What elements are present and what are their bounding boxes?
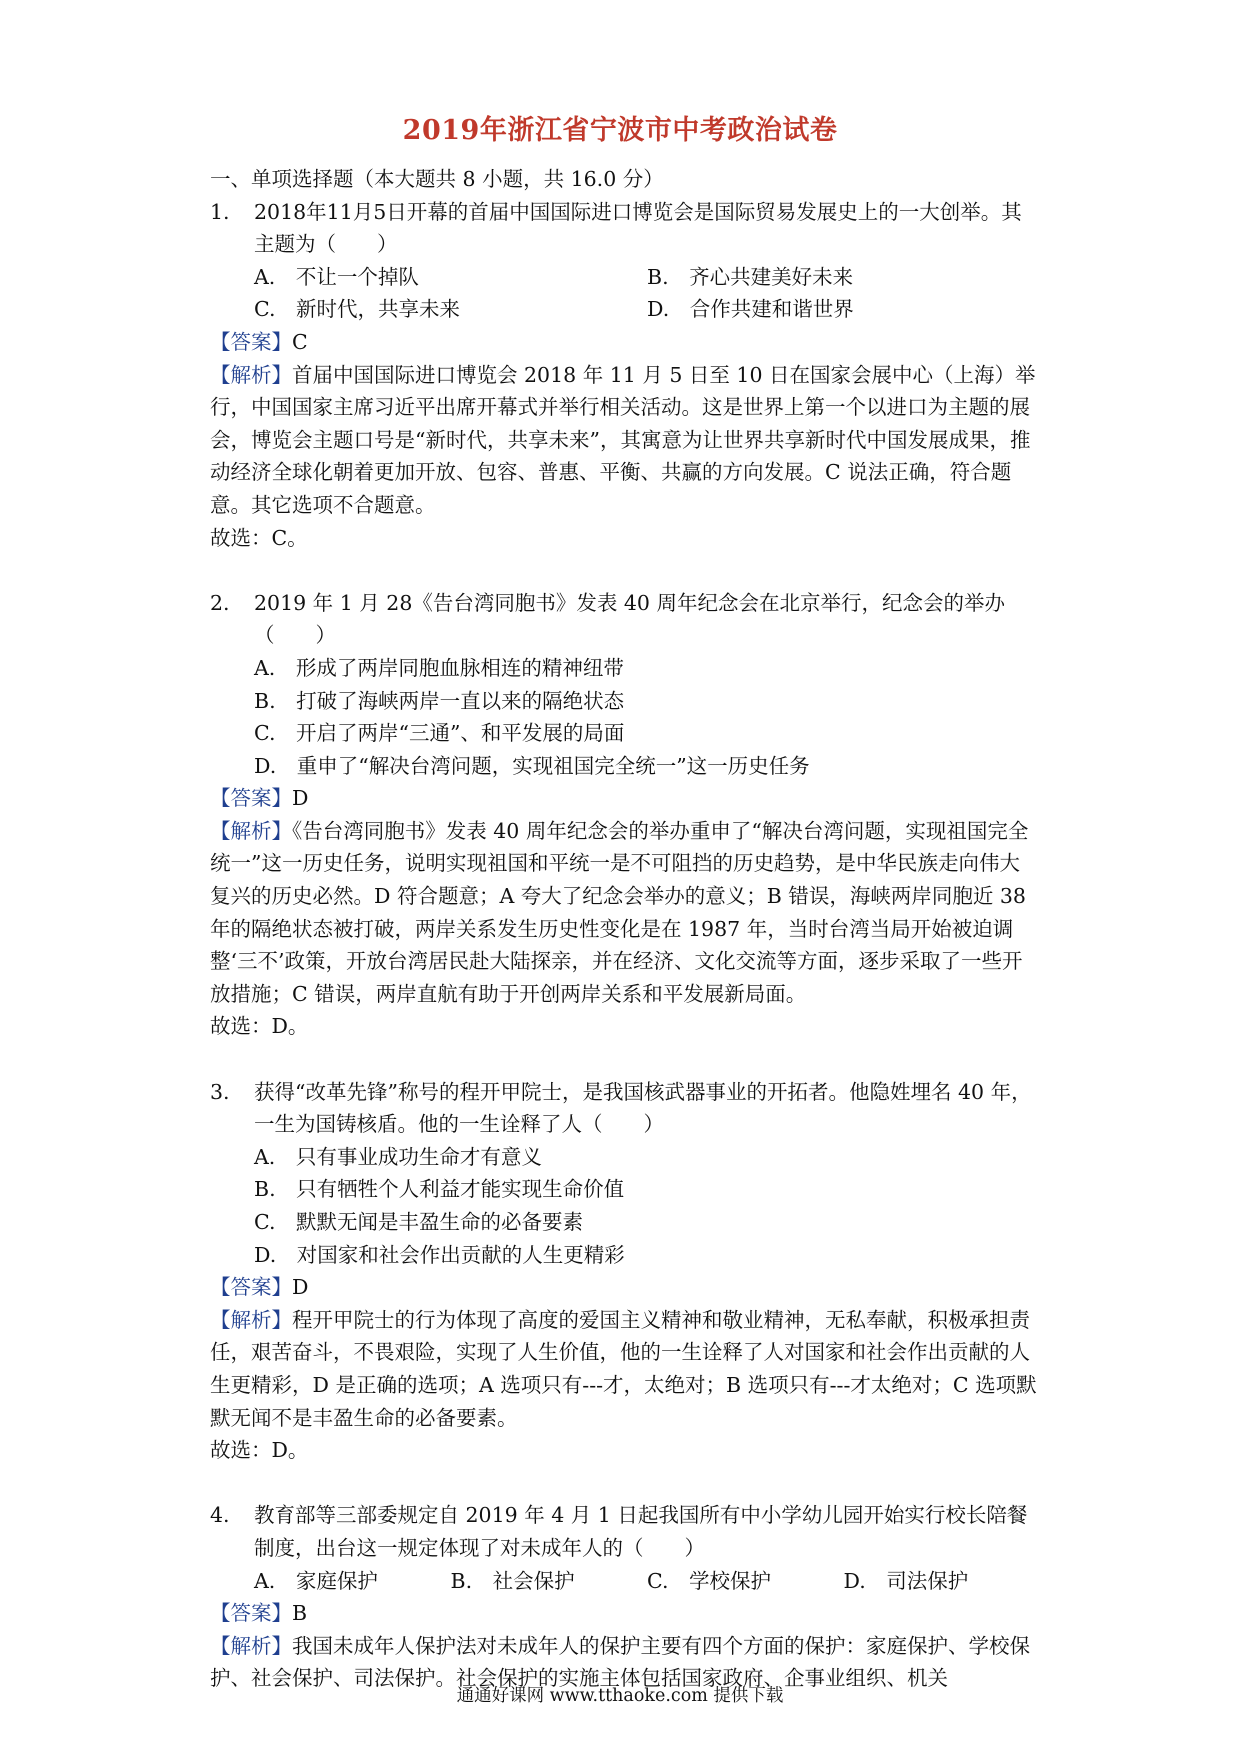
option-b: B. 打破了海峡两岸一直以来的隔绝状态 [254, 688, 625, 713]
answer-line [210, 1597, 1040, 1630]
option-c: C. 新时代，共享未来 [254, 297, 460, 322]
choice-line: 故选：C。 [210, 525, 308, 550]
question-4 [210, 1499, 1040, 1695]
option-c: C. 开启了两岸“三通”、和平发展的局面 [254, 721, 625, 746]
analysis-text: 《告台湾同胞书》发表 40 周年纪念会的举办重申了“解决台湾问题，实现祖国完全统一”这一历史任务，说明实现祖国和平统一是不可阻挡的历史趋势，是中华民族走向伟大复兴的历史必然。D 符合题意；A 夸大了纪念会举办的意义；B 错误，海峡两岸同胞近 38 年的隔绝状态被打破，两岸关系发生历史性变化是在 1987 年，当时台湾当局开始被迫调整‘三不’政策，开放台湾居民赴大陆探亲，并在经济、文化交流等方面，逐步采取了一些开放措施；C 错误，两岸直航有助于开创两岸关系和平发展新局面。 [210, 818, 1029, 1006]
option-a: A. 形成了两岸同胞血脉相连的精神纽带 [254, 655, 624, 680]
document-body [210, 163, 1040, 1695]
options [210, 652, 1040, 782]
option-d: D. 合作共建和谐世界 [647, 297, 854, 322]
question-number: 1. [210, 199, 230, 224]
analysis-tag: 【解析】 [210, 1307, 292, 1332]
answer-value: B [292, 1601, 308, 1626]
question-number: 3. [210, 1079, 230, 1104]
choice-line: 故选：D。 [210, 1014, 309, 1039]
answer-value: D [292, 786, 309, 811]
analysis-tag: 【解析】 [210, 1633, 292, 1658]
option-a: A. 只有事业成功生命才有意义 [254, 1144, 542, 1169]
option-a: A. 不让一个掉队 [254, 264, 419, 289]
question-2 [210, 587, 1040, 1043]
analysis [210, 1304, 1040, 1434]
options [210, 1141, 1040, 1271]
options [210, 261, 1040, 326]
question-stem: 2018年11月5日开幕的首届中国国际进口博览会是国际贸易发展史上的一大创举。其主题为（ ） [254, 199, 1022, 257]
choice-line: 故选：D。 [210, 1438, 309, 1463]
page-footer: 通通好课网 www.tthaoke.com 提供下载 [456, 1686, 784, 1706]
question-1 [210, 196, 1040, 555]
option-b: B. 只有牺牲个人利益才能实现生命价值 [254, 1177, 625, 1202]
question-stem: 获得“改革先锋”称号的程开甲院士，是我国核武器事业的开拓者。他隐姓埋名 40 年，一生为国铸核盾。他的一生诠释了人（ ） [254, 1079, 1032, 1137]
option-b: B. 齐心共建美好未来 [647, 264, 854, 289]
answer-line [210, 326, 1040, 359]
answer-tag: 【答案】 [210, 1601, 292, 1626]
option-d: D. 对国家和社会作出贡献的人生更精彩 [254, 1242, 625, 1267]
option-a: A. 家庭保护 [254, 1568, 378, 1593]
option-d: D. 司法保护 [843, 1568, 969, 1593]
analysis-text: 程开甲院士的行为体现了高度的爱国主义精神和敬业精神，无私奉献，积极承担责任，艰苦奋斗，不畏艰险，实现了人生价值，他的一生诠释了人对国家和社会作出贡献的人生更精彩，D 是正确的选项；A 选项只有---才，太绝对；B 选项只有---才太绝对；C 选项默默无闻不是丰盈生命的必备要素。 [210, 1307, 1037, 1430]
analysis-tag: 【解析】 [210, 362, 292, 387]
analysis-text: 我国未成年人保护法对未成年人的保护主要有四个方面的保护：家庭保护、学校保护、社会保护、司法保护。社会保护的实施主体包括国家政府、企事业组织、机关 [210, 1633, 1030, 1691]
question-number: 2. [210, 590, 230, 615]
analysis-text: 首届中国国际进口博览会 2018 年 11 月 5 日至 10 日在国家会展中心（上海）举行，中国国家主席习近平出席开幕式并举行相关活动。这是世界上第一个以进口为主题的展会，博览会主题口号是“新时代，共享未来”，其寓意为让世界共享新时代中国发展成果，推动经济全球化朝着更加开放、包容、普惠、平衡、共赢的方向发展。C 说法正确，符合题意。其它选项不合题意。 [210, 362, 1036, 517]
answer-value: D [292, 1275, 309, 1300]
analysis [210, 359, 1040, 522]
option-c: C. 学校保护 [647, 1568, 771, 1593]
answer-tag: 【答案】 [210, 786, 292, 811]
answer-tag: 【答案】 [210, 329, 292, 354]
answer-tag: 【答案】 [210, 1275, 292, 1300]
option-d: D. 重申了“解决台湾问题，实现祖国完全统一”这一历史任务 [254, 753, 810, 778]
answer-value: C [292, 329, 308, 354]
option-b: B. 社会保护 [450, 1568, 575, 1593]
section-heading: 一、单项选择题（本大题共 8 小题，共 16.0 分） [210, 167, 664, 191]
question-number: 4. [210, 1503, 230, 1528]
option-c: C. 默默无闻是丰盈生命的必备要素 [254, 1210, 583, 1234]
document-title: 2019年浙江省宁波市中考政治试卷 [402, 115, 838, 146]
question-3 [210, 1076, 1040, 1467]
answer-line [210, 782, 1040, 815]
analysis-tag: 【解析】 [210, 818, 292, 843]
analysis [210, 815, 1040, 1011]
question-stem: 教育部等三部委规定自 2019 年 4 月 1 日起我国所有中小学幼儿园开始实行校长陪餐制度，出台这一规定体现了对未成年人的（ ） [254, 1503, 1028, 1560]
answer-line [210, 1271, 1040, 1304]
options [210, 1565, 1040, 1598]
question-stem: 2019 年 1 月 28《告台湾同胞书》发表 40 周年纪念会在北京举行，纪念会的举办（ ） [254, 590, 1005, 648]
